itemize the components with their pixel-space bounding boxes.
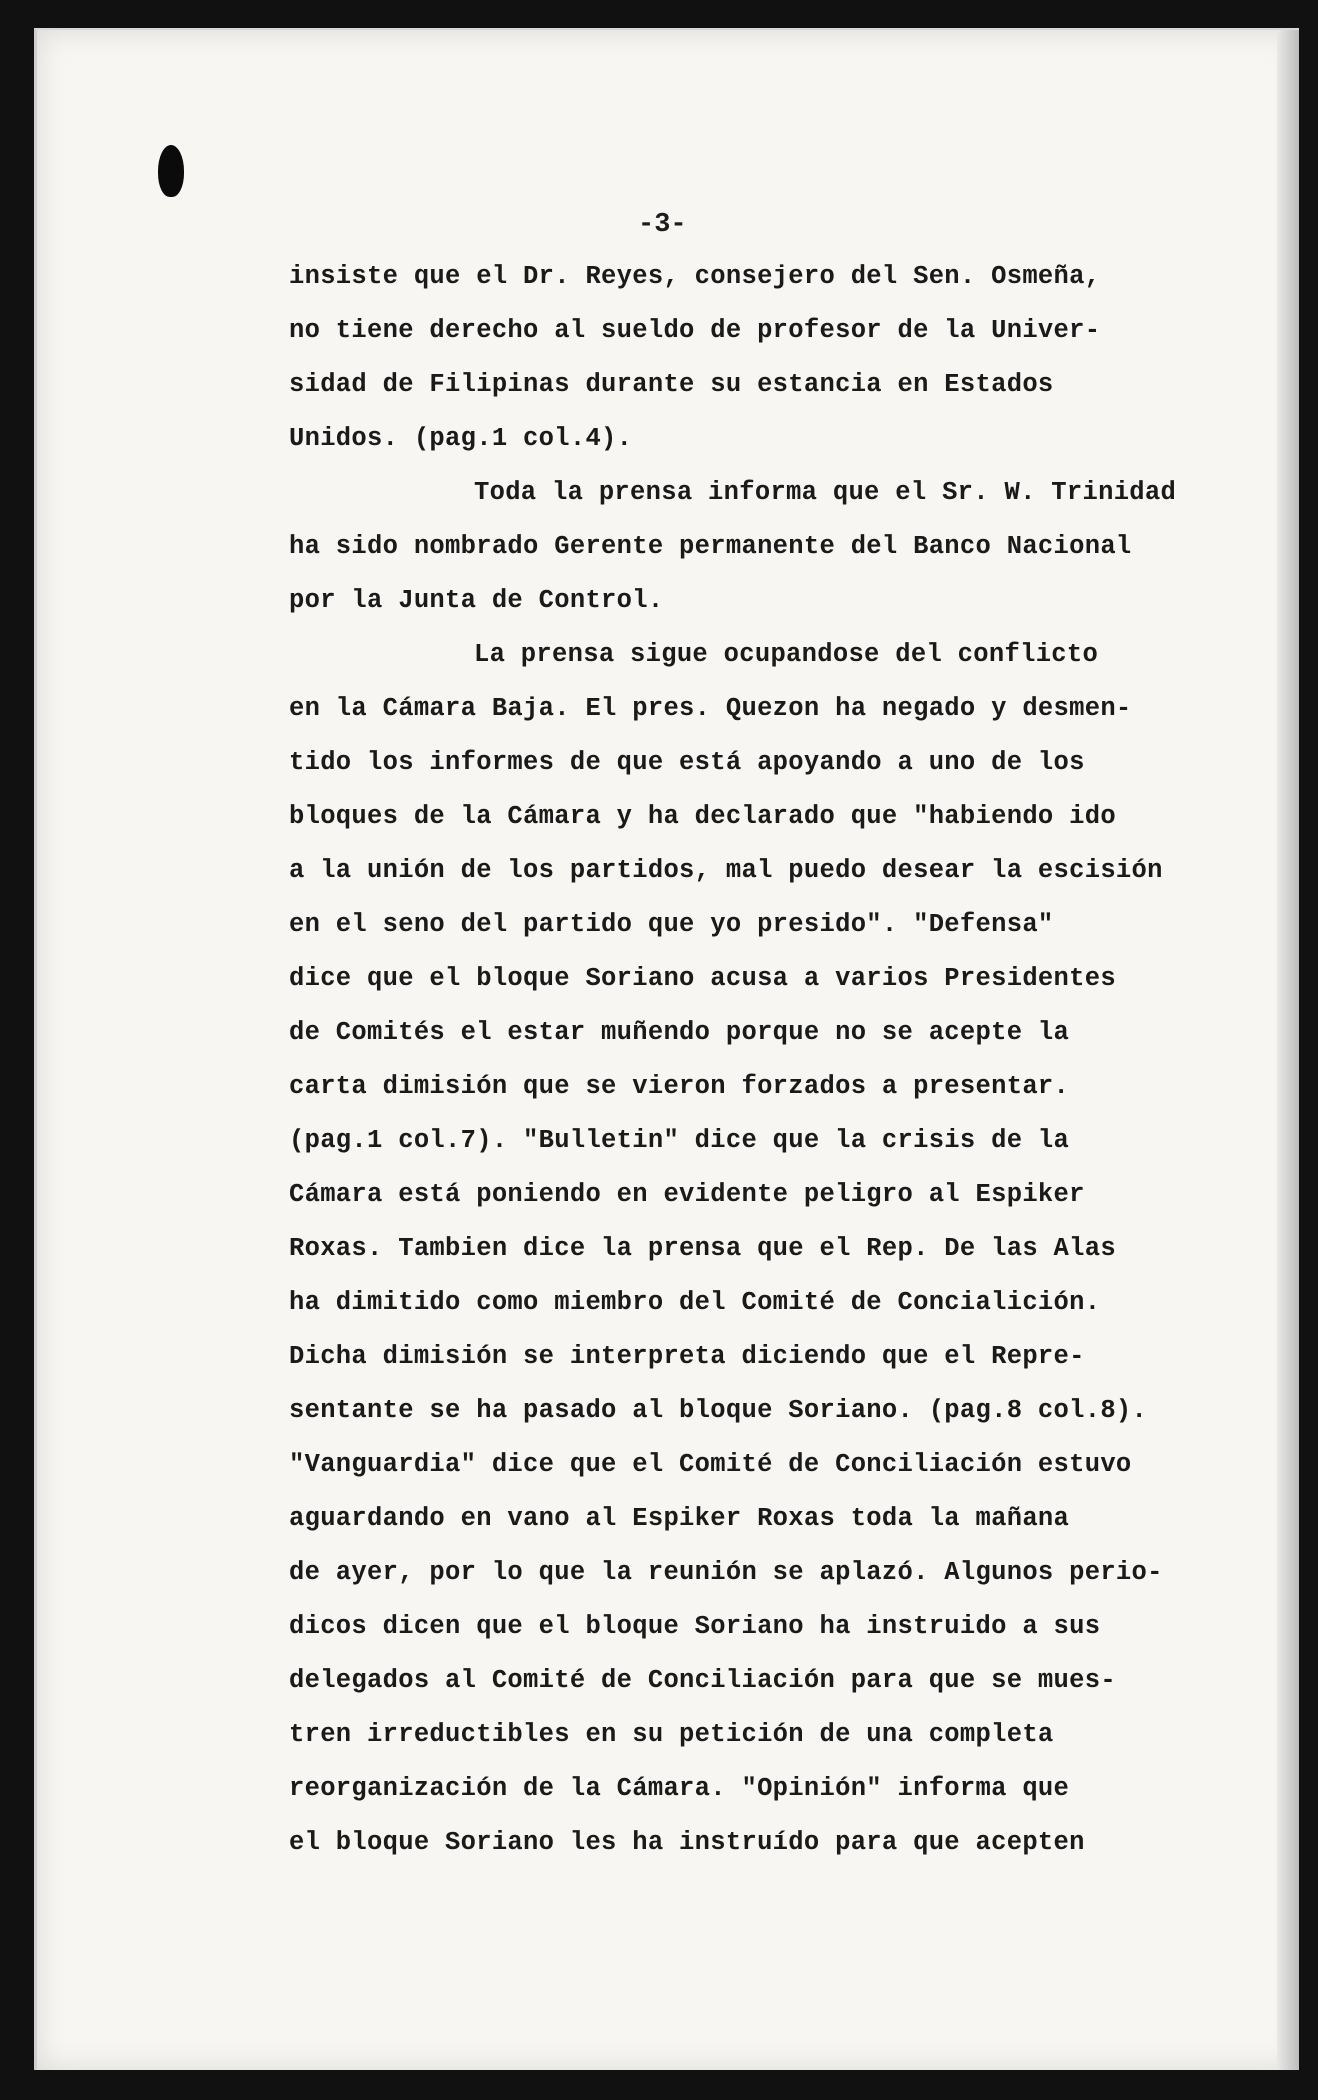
text-line: bloques de la Cámara y ha declarado que "habiendo ido xyxy=(289,802,1116,831)
text-line: ha sido nombrado Gerente permanente del Banco Nacional xyxy=(289,532,1132,561)
text-line: ha dimitido como miembro del Comité de Concialición. xyxy=(289,1288,1101,1317)
text-line: delegados al Comité de Conciliación para que se mues- xyxy=(289,1666,1116,1695)
text-line: sentante se ha pasado al bloque Soriano. (pag.8 col.8). xyxy=(289,1396,1148,1425)
text-line: no tiene derecho al sueldo de profesor de la Univer- xyxy=(289,316,1101,345)
text-line: Roxas. Tambien dice la prensa que el Rep. De las Alas xyxy=(289,1234,1116,1263)
text-line: (pag.1 col.7). "Bulletin" dice que la crisis de la xyxy=(289,1126,1070,1155)
text-line: en la Cámara Baja. El pres. Quezon ha negado y desmen- xyxy=(289,694,1132,723)
text-line: tido los informes de que está apoyando a uno de los xyxy=(289,748,1085,777)
text-line: de ayer, por lo que la reunión se aplazó. Algunos perio- xyxy=(289,1558,1163,1587)
page-number: -3- xyxy=(638,210,687,240)
text-line: en el seno del partido que yo presido". "Defensa" xyxy=(289,910,1054,939)
text-line: aguardando en vano al Espiker Roxas toda la mañana xyxy=(289,1504,1070,1533)
text-line: a la unión de los partidos, mal puedo desear la escisión xyxy=(289,856,1163,885)
text-line: sidad de Filipinas durante su estancia en Estados xyxy=(289,370,1054,399)
text-line: Cámara está poniendo en evidente peligro al Espiker xyxy=(289,1180,1085,1209)
text-line: "Vanguardia" dice que el Comité de Conciliación estuvo xyxy=(289,1450,1132,1479)
text-line: dicos dicen que el bloque Soriano ha instruido a sus xyxy=(289,1612,1101,1641)
text-line: el bloque Soriano les ha instruído para que acepten xyxy=(289,1828,1085,1857)
text-line: Unidos. (pag.1 col.4). xyxy=(289,424,633,453)
text-line: por la Junta de Control. xyxy=(289,586,664,615)
text-line: insiste que el Dr. Reyes, consejero del Sen. Osmeña, xyxy=(289,262,1101,291)
text-line: La prensa sigue ocupandose del conflicto xyxy=(474,640,1099,669)
text-line: tren irreductibles en su petición de una completa xyxy=(289,1720,1054,1749)
text-line: Dicha dimisión se interpreta diciendo que el Repre- xyxy=(289,1342,1085,1371)
text-line: carta dimisión que se vieron forzados a presentar. xyxy=(289,1072,1070,1101)
text-line: de Comités el estar muñendo porque no se acepte la xyxy=(289,1018,1070,1047)
text-line: dice que el bloque Soriano acusa a varios Presidentes xyxy=(289,964,1116,993)
text-line: reorganización de la Cámara. "Opinión" informa que xyxy=(289,1774,1070,1803)
text-line: Toda la prensa informa que el Sr. W. Trinidad xyxy=(474,478,1177,507)
